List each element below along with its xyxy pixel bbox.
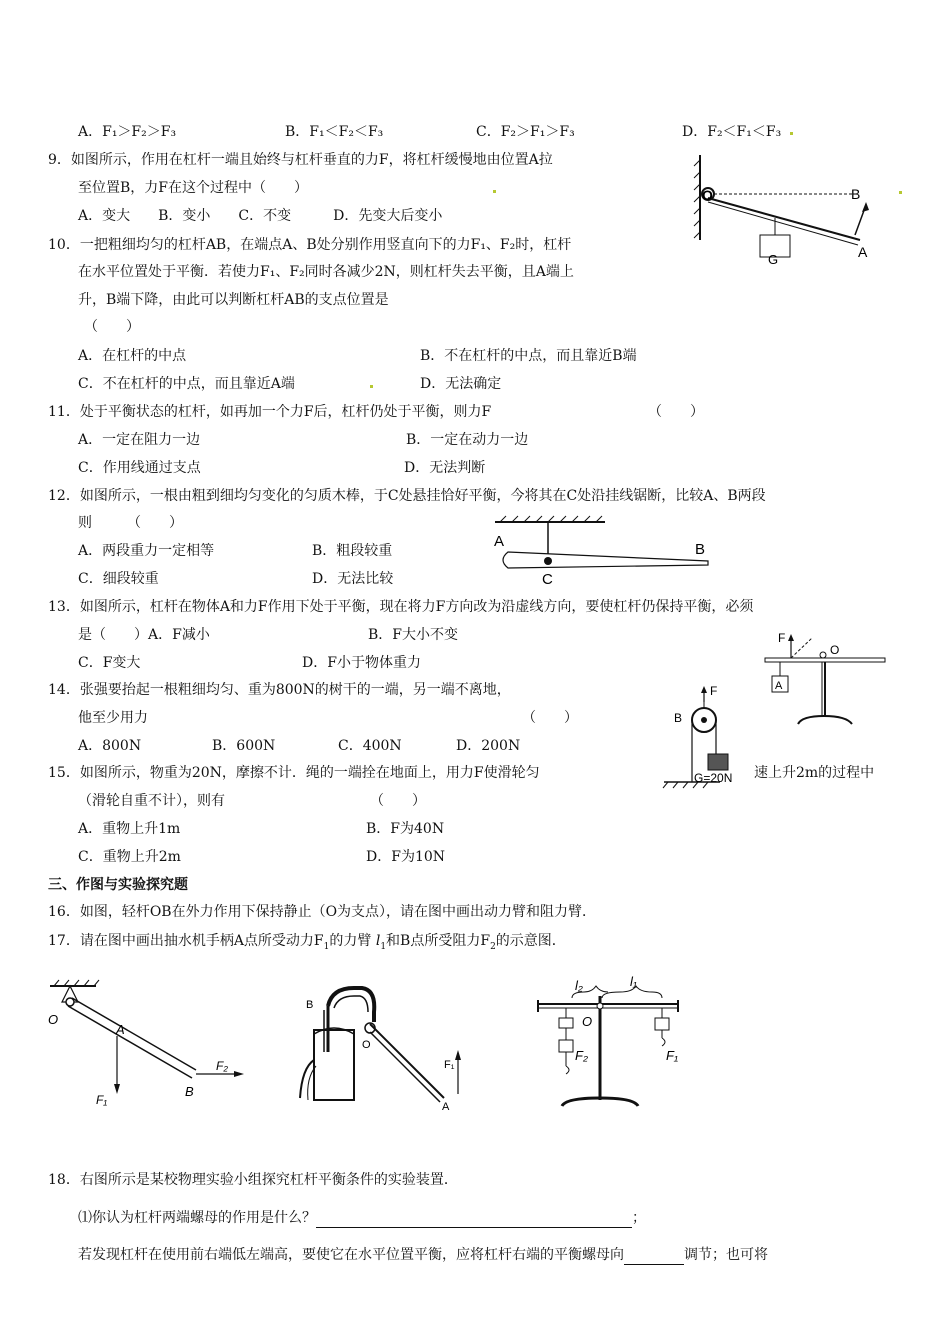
q11-option-c: C．作用线通过支点 <box>78 460 201 476</box>
q15-fig-label-f: F <box>710 684 718 698</box>
section-heading: 三、作图与实验探究题 <box>48 877 188 893</box>
fig3-label-l1: l₁ <box>630 974 637 989</box>
q9-line1: 9．如图所示，作用在杠杆一端且始终与杠杆垂直的力F，将杠杆缓慢地由位置A拉 <box>48 152 553 168</box>
scan-speck <box>899 191 902 194</box>
q12-fig-label-a: A <box>494 533 505 550</box>
q12-fig-label-c: C <box>542 571 553 588</box>
q15-fig-label-g: G=20N <box>694 771 733 785</box>
q9-fig-label-b: B <box>851 186 861 202</box>
q12-option-d: D．无法比较 <box>312 571 394 587</box>
q15-line2: （滑轮自重不计），则有 <box>78 793 225 809</box>
q15-option-d: D．F为10N <box>366 849 446 865</box>
q11-option-a: A．一定在阻力一边 <box>78 432 201 448</box>
q9-line2: 至位置B，力F在这个过程中（ ） <box>78 180 309 196</box>
fig1-label-f2: F₂ <box>216 1059 228 1073</box>
q12-option-c: C．细段较重 <box>78 571 159 587</box>
q10-option-d: D．无法确定 <box>420 376 502 392</box>
fig3-label-l2: l₂ <box>575 978 583 993</box>
q15-paren: （ ） <box>370 793 426 809</box>
fig2-label-o: O <box>362 1039 371 1051</box>
q12-line2: 则 （ ） <box>78 515 183 531</box>
q9-lever-figure <box>680 150 900 270</box>
fig3-lever-apparatus <box>528 976 688 1111</box>
q13-lever-figure <box>760 628 890 728</box>
q10-option-a: A．在杠杆的中点 <box>78 348 187 364</box>
q11-option-d: D．无法判断 <box>404 460 486 476</box>
q11-option-b: B．一定在动力一边 <box>406 432 529 448</box>
q11-paren: （ ） <box>648 404 704 420</box>
q13-line1: 13．如图所示，杠杆在物体A和力F作用下处于平衡，现在将力F方向改为沿虚线方向，要使杠杆仍保持平衡，必须 <box>48 599 754 615</box>
fig1-label-a: A <box>116 1022 125 1037</box>
q10-option-c: C．不在杠杆的中点，而且靠近A端 <box>78 376 295 392</box>
fig2-label-a: A <box>442 1101 450 1113</box>
fig2-water-pump <box>292 982 492 1112</box>
q16-text: 16．如图，轻杆OB在外力作用下保持静止（O为支点），请在图中画出动力臂和阻力臂． <box>48 904 597 920</box>
q17-text: 17．请在图中画出抽水机手柄A点所受动力$F_1$的力臂 $l_1$和B点所受阻力$F_2$的示意图． <box>48 933 566 952</box>
q8-option-c: C．F₂＞F₁＞F₃ <box>476 124 575 140</box>
q18-answer-blank-1[interactable] <box>316 1207 632 1228</box>
q18-answer-blank-2[interactable] <box>624 1244 684 1265</box>
q8-option-b: B．F₁＜F₂＜F₃ <box>285 124 384 140</box>
q12-option-b: B．粗段较重 <box>312 543 393 559</box>
q15-option-a: A．重物上升1m <box>78 821 181 837</box>
q14-option-c: C．400N <box>338 738 402 754</box>
q15-line1b: 速上升2m的过程中 <box>754 765 875 781</box>
q9-fig-label-a: A <box>858 244 868 260</box>
q14-line1: 14．张强要抬起一根粗细均匀、重为800N的树干的一端，另一端不离地， <box>48 682 511 698</box>
q8-option-a: A．F₁＞F₂＞F₃ <box>78 124 177 140</box>
scan-speck <box>493 190 496 193</box>
q15-fig-label-b: B <box>674 711 683 725</box>
q9-fig-label-o: O <box>702 187 713 203</box>
q15-option-b: B．F为40N <box>366 821 445 837</box>
q14-line2: 他至少用力 <box>78 710 148 726</box>
fig3-label-o: O <box>582 1014 593 1029</box>
q10-option-b: B．不在杠杆的中点，而且靠近B端 <box>420 348 637 364</box>
q13-fig-label-a: A <box>775 680 783 692</box>
q15-option-c: C．重物上升2m <box>78 849 181 865</box>
fig1-label-o: O <box>48 1012 59 1027</box>
q9-fig-label-g: G <box>768 252 779 267</box>
q10-line1: 10．一把粗细均匀的杠杆AB，在端点A、B处分别作用竖直向下的力F₁、F₂时，杠杆 <box>48 237 572 253</box>
q15-pulley-figure <box>660 684 750 792</box>
fig2-label-b: B <box>306 999 314 1011</box>
q15-line1: 15．如图所示，物重为20N，摩擦不计．绳的一端拴在地面上，用力F使滑轮匀 <box>48 765 540 781</box>
q12-fig-label-b: B <box>695 541 706 558</box>
q14-option-b: B．600N <box>212 738 276 754</box>
fig1-label-b: B <box>185 1084 194 1099</box>
q18-line3: 若发现杠杆在使用前右端低左端高，要使它在水平位置平衡，应将杠杆右端的平衡螺母向 调节；也可将 <box>78 1244 768 1265</box>
q8-option-d: D．F₂＜F₁＜F₃ <box>682 124 782 140</box>
q11-line1: 11．处于平衡状态的杠杆，如再加一个力F后，杠杆仍处于平衡，则力F <box>48 404 492 420</box>
fig1-label-f1: F₁ <box>96 1093 108 1107</box>
q18-line1: 18．右图所示是某校物理实验小组探究杠杆平衡条件的实验装置． <box>48 1172 458 1188</box>
q14-paren: （ ） <box>522 710 578 726</box>
q12-stick-figure <box>490 516 720 586</box>
q13-fig-label-o: O <box>830 643 840 657</box>
q9-options: A．变大 B．变小 C．不变 D．先变大后变小 <box>78 208 443 224</box>
fig1-lever-ob <box>40 978 260 1108</box>
q10-line3: 升，B端下降，由此可以判断杠杆AB的支点位置是 <box>78 292 389 308</box>
q12-option-a: A．两段重力一定相等 <box>78 543 215 559</box>
q14-option-a: A．800N <box>78 738 142 754</box>
q10-line2: 在水平位置处于平衡．若使力F₁、F₂同时各减少2N，则杠杆失去平衡，且A端上 <box>78 264 574 280</box>
q13-option-d: D．F小于物体重力 <box>302 655 421 671</box>
fig3-label-f2: F₂ <box>575 1048 588 1063</box>
q13-fig-label-f: F <box>778 631 786 645</box>
fig3-label-f1: F₁ <box>666 1048 679 1063</box>
q10-line4: （ ） <box>84 319 140 335</box>
scan-speck <box>790 132 793 135</box>
scan-speck <box>370 385 373 388</box>
q14-option-d: D．200N <box>456 738 521 754</box>
q12-line1: 12．如图所示，一根由粗到细均匀变化的匀质木棒，于C处悬挂恰好平衡，今将其在C处沿挂线锯断，比较A、B两段 <box>48 488 766 504</box>
q13-line2a: 是（ ）A．F减小 <box>78 627 210 643</box>
q13-option-c: C．F变大 <box>78 655 141 671</box>
fig2-label-f1: F₁ <box>444 1059 455 1071</box>
q18-line2: ⑴你认为杠杆两端螺母的作用是什么？ ； <box>78 1207 646 1228</box>
q13-line2b: B．F大小不变 <box>368 627 459 643</box>
